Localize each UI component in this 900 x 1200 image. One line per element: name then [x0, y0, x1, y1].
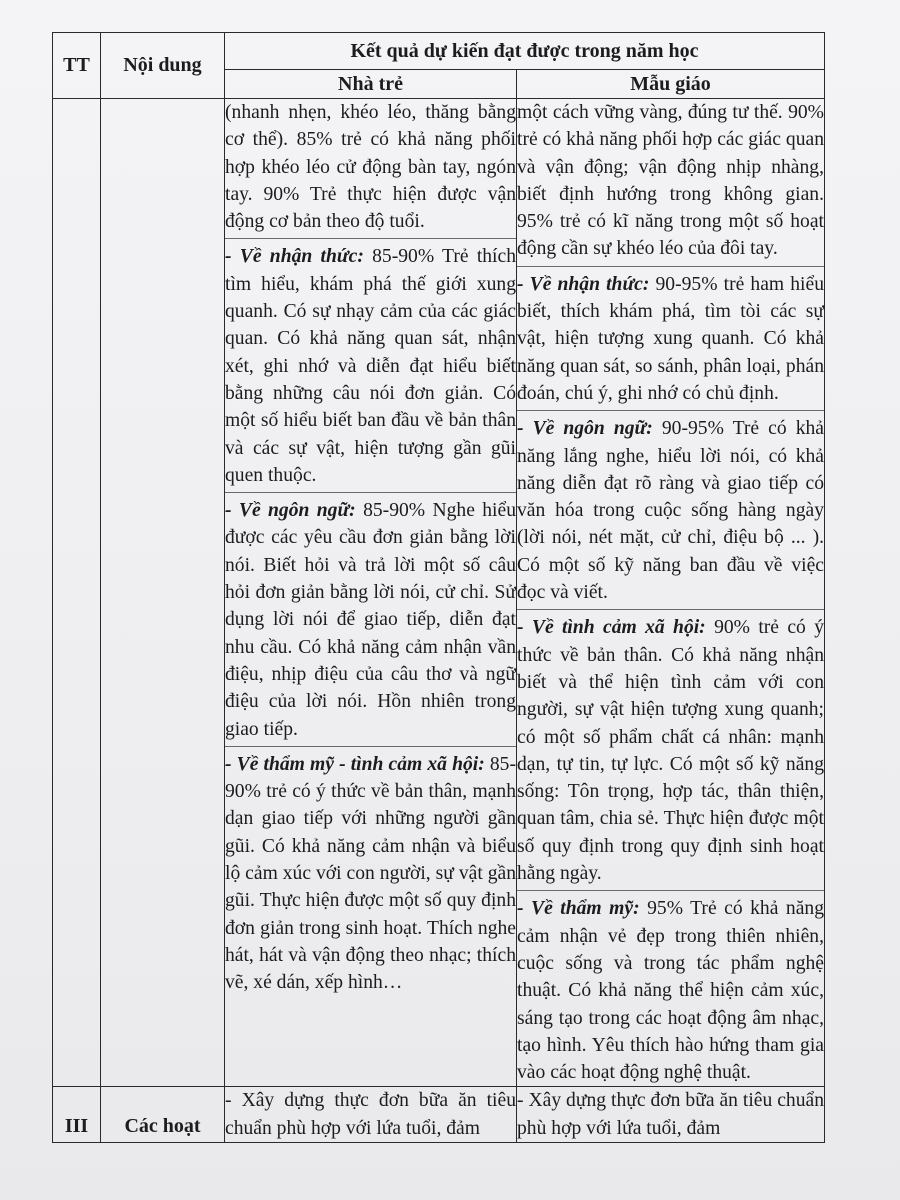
- header-expected-results: Kết quả dự kiến đạt được trong năm học: [225, 33, 825, 70]
- kindergarten-results-cell: [517, 99, 825, 1087]
- kindergarten-aesthetic: [517, 890, 824, 1086]
- table-row-results: [53, 99, 825, 1087]
- header-tt: TT: [53, 33, 101, 99]
- nursery-cognition-title: - Về nhận thức:: [225, 246, 364, 268]
- kindergarten-cognition-title: - Về nhận thức:: [517, 273, 650, 295]
- nursery-aesthetic-social: [225, 746, 516, 997]
- kindergarten-social-title: - Về tình cảm xã hội:: [517, 617, 706, 639]
- nursery-language: [225, 492, 516, 743]
- kindergarten-cognition: [517, 266, 824, 407]
- plan-table: [52, 32, 825, 1143]
- nursery-cognition: [225, 238, 516, 489]
- kindergarten-social-text: 90% trẻ có ý thức về bản thân. Có khả năng nhận biết và thể hiện tình cảm với con người, sự vật hiện tượng xung quanh; có một số phẩm chất cá nhân: mạnh dạn, tự tin, tự lực. Có một số kỹ năng sống: Tôn trọng, hợp tác, thân thiện, quan tâm, chia sẻ. Thực hiện được một số quy định trong quy định sinh hoạt hằng ngày.: [517, 617, 824, 885]
- section-iii-content: Các hoạt: [101, 1087, 225, 1143]
- kindergarten-intro: một cách vững vàng, đúng tư thế. 90% trẻ có khả năng phối hợp các giác quan và vận động; vận động nhịp nhàng, biết định hướng trong không gian. 95% trẻ có kĩ năng trong một số hoạt động cần sự khéo léo của đôi tay.: [517, 102, 824, 260]
- nursery-results-cell: [225, 99, 517, 1087]
- nursery-language-title: - Về ngôn ngữ:: [225, 500, 356, 522]
- kindergarten-aesthetic-title: - Về thẩm mỹ:: [517, 898, 640, 920]
- kindergarten-aesthetic-text: 95% Trẻ có khả năng cảm nhận vẻ đẹp trong thiên nhiên, cuộc sống và trong tác phẩm nghệ thuật. Có khả năng thể hiện cảm xúc, sáng tạo trong các hoạt động âm nhạc, tạo hình. Yêu thích hào hứng tham gia vào các hoạt động nghệ thuật.: [517, 898, 824, 1084]
- section-iii-number: III: [53, 1087, 101, 1143]
- nursery-aesthetic-title: - Về thẩm mỹ - tình cảm xã hội:: [225, 753, 485, 775]
- table-row-section-iii: [53, 1087, 825, 1143]
- tt-cell-empty: [53, 99, 101, 1087]
- content-cell-empty: [101, 99, 225, 1087]
- header-content: Nội dung: [101, 33, 225, 99]
- kindergarten-language-title: - Về ngôn ngữ:: [517, 418, 653, 440]
- kindergarten-social: [517, 609, 824, 887]
- nursery-aesthetic-text: 85-90% trẻ có ý thức về bản thân, mạnh dạn giao tiếp với những người gần gũi. Có khả năng cảm nhận và biểu lộ cảm xúc với con người, sự vật gần gũi. Thực hiện được một số quy định đơn giản trong sinh hoạt. Thích nghe hát, hát và vận động theo nhạc; thích vẽ, xé dán, xếp hình…: [225, 753, 516, 994]
- kindergarten-language-text: 90-95% Trẻ có khả năng lắng nghe, hiểu lời nói, có khả năng diễn đạt rõ ràng và giao tiếp có văn hóa trong cuộc sống hàng ngày (lời nói, nét mặt, cử chỉ, điệu bộ ... ). Có một số kỹ năng ban đầu về việc đọc và viết.: [517, 418, 824, 604]
- nursery-language-text: 85-90% Nghe hiểu được các yêu cầu đơn giản bằng lời nói. Biết hỏi và trả lời một số câu hỏi đơn giản bằng lời nói, cử chỉ. Sử dụng lời nói để giao tiếp, diễn đạt nhu cầu. Có khả năng cảm nhận vần điệu, nhịp điệu của câu thơ và ngữ điệu của lời nói. Hồn nhiên trong giao tiếp.: [225, 500, 516, 740]
- header-kindergarten: Mẫu giáo: [517, 70, 825, 99]
- kindergarten-cognition-text: 90-95% trẻ ham hiểu biết, thích khám phá, tìm tòi các sự vật, hiện tượng xung quanh. Có khả năng quan sát, so sánh, phân loại, phán đoán, chú ý, ghi nhớ có chủ định.: [517, 273, 824, 404]
- section-iii-kindergarten: - Xây dựng thực đơn bữa ăn tiêu chuẩn phù hợp với lứa tuổi, đảm: [517, 1087, 825, 1143]
- kindergarten-language: [517, 410, 824, 606]
- section-iii-nursery: - Xây dựng thực đơn bữa ăn tiêu chuẩn phù hợp với lứa tuổi, đảm: [225, 1087, 517, 1143]
- header-nursery: Nhà trẻ: [225, 70, 517, 99]
- nursery-intro: (nhanh nhẹn, khéo léo, thăng bằng cơ thể). 85% trẻ có khả năng phối hợp khéo léo cử động bàn tay, ngón tay. 90% Trẻ thực hiện được vận động cơ bản theo độ tuổi.: [225, 102, 516, 233]
- nursery-cognition-text: 85-90% Trẻ thích tìm hiểu, khám phá thế giới xung quanh. Có sự nhạy cảm của các giác quan. Có khả năng quan sát, nhận xét, ghi nhớ và diễn đạt hiểu biết bằng những câu nói đơn giản. Có một số hiểu biết ban đầu về bản thân và các sự vật, hiện tượng gần gũi quen thuộc.: [225, 246, 516, 486]
- table-header-row: [53, 33, 825, 70]
